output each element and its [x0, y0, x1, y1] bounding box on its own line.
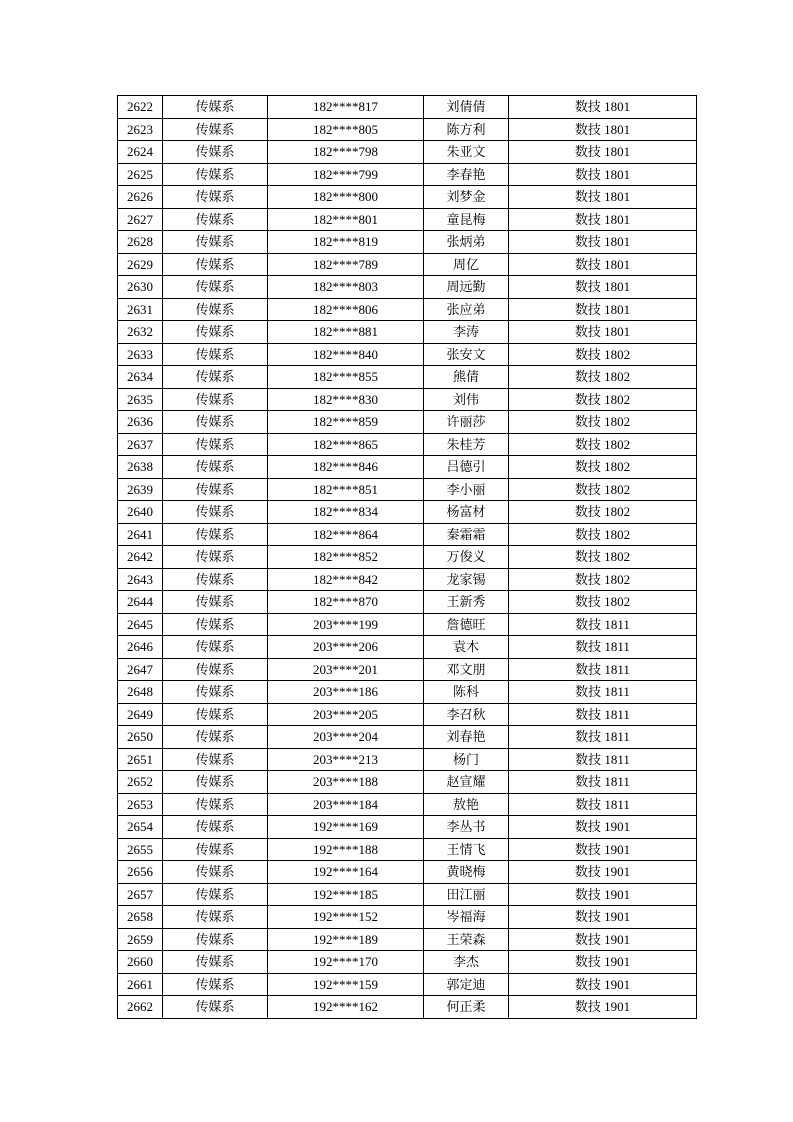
cell-class: 数技 1811	[509, 658, 697, 681]
cell-student-name: 刘春艳	[424, 726, 509, 749]
cell-department: 传媒系	[163, 861, 268, 884]
cell-row-number: 2631	[118, 298, 163, 321]
cell-department: 传媒系	[163, 793, 268, 816]
cell-department: 传媒系	[163, 163, 268, 186]
table-row	[118, 411, 697, 434]
cell-row-number: 2657	[118, 883, 163, 906]
cell-class: 数技 1801	[509, 163, 697, 186]
cell-student-name: 刘倩倩	[424, 96, 509, 119]
cell-department: 传媒系	[163, 96, 268, 119]
cell-department: 传媒系	[163, 366, 268, 389]
cell-class: 数技 1811	[509, 613, 697, 636]
cell-student-name: 李丛书	[424, 816, 509, 839]
cell-student-name: 田江丽	[424, 883, 509, 906]
cell-student-id: 182****819	[268, 231, 424, 254]
cell-class: 数技 1901	[509, 906, 697, 929]
cell-student-name: 许丽莎	[424, 411, 509, 434]
cell-department: 传媒系	[163, 996, 268, 1019]
cell-student-name: 袁木	[424, 636, 509, 659]
cell-department: 传媒系	[163, 343, 268, 366]
cell-class: 数技 1801	[509, 96, 697, 119]
cell-row-number: 2624	[118, 141, 163, 164]
table-row	[118, 996, 697, 1019]
cell-student-name: 赵宣耀	[424, 771, 509, 794]
cell-student-name: 吕德引	[424, 456, 509, 479]
cell-student-id: 192****169	[268, 816, 424, 839]
table-row	[118, 231, 697, 254]
cell-row-number: 2646	[118, 636, 163, 659]
cell-row-number: 2630	[118, 276, 163, 299]
table-row	[118, 366, 697, 389]
cell-student-id: 182****846	[268, 456, 424, 479]
cell-student-id: 182****855	[268, 366, 424, 389]
cell-class: 数技 1801	[509, 208, 697, 231]
cell-row-number: 2654	[118, 816, 163, 839]
cell-class: 数技 1901	[509, 883, 697, 906]
cell-student-id: 182****799	[268, 163, 424, 186]
cell-row-number: 2651	[118, 748, 163, 771]
table-row	[118, 861, 697, 884]
table-row	[118, 838, 697, 861]
cell-department: 传媒系	[163, 591, 268, 614]
cell-student-name: 李召秋	[424, 703, 509, 726]
cell-department: 传媒系	[163, 321, 268, 344]
cell-student-name: 王情飞	[424, 838, 509, 861]
cell-class: 数技 1802	[509, 433, 697, 456]
cell-class: 数技 1901	[509, 928, 697, 951]
table-row	[118, 501, 697, 524]
cell-student-name: 李春艳	[424, 163, 509, 186]
student-roster-body	[118, 96, 697, 1019]
cell-department: 传媒系	[163, 388, 268, 411]
cell-student-name: 黄晓梅	[424, 861, 509, 884]
cell-student-name: 郭定迪	[424, 973, 509, 996]
cell-student-id: 192****159	[268, 973, 424, 996]
cell-department: 传媒系	[163, 838, 268, 861]
cell-department: 传媒系	[163, 501, 268, 524]
cell-department: 传媒系	[163, 186, 268, 209]
cell-class: 数技 1901	[509, 951, 697, 974]
cell-row-number: 2660	[118, 951, 163, 974]
cell-class: 数技 1811	[509, 793, 697, 816]
cell-student-name: 张应弟	[424, 298, 509, 321]
cell-student-name: 岑福海	[424, 906, 509, 929]
cell-row-number: 2658	[118, 906, 163, 929]
cell-row-number: 2656	[118, 861, 163, 884]
cell-student-id: 203****188	[268, 771, 424, 794]
cell-department: 传媒系	[163, 456, 268, 479]
table-row	[118, 771, 697, 794]
cell-department: 传媒系	[163, 141, 268, 164]
cell-row-number: 2648	[118, 681, 163, 704]
cell-class: 数技 1801	[509, 231, 697, 254]
cell-row-number: 2652	[118, 771, 163, 794]
cell-student-name: 秦霜霜	[424, 523, 509, 546]
cell-student-id: 203****186	[268, 681, 424, 704]
table-row	[118, 568, 697, 591]
cell-row-number: 2638	[118, 456, 163, 479]
cell-student-id: 182****864	[268, 523, 424, 546]
cell-student-name: 周亿	[424, 253, 509, 276]
table-row	[118, 141, 697, 164]
cell-class: 数技 1802	[509, 411, 697, 434]
cell-student-id: 192****189	[268, 928, 424, 951]
cell-class: 数技 1802	[509, 568, 697, 591]
cell-row-number: 2647	[118, 658, 163, 681]
cell-student-name: 陈科	[424, 681, 509, 704]
cell-class: 数技 1801	[509, 118, 697, 141]
cell-department: 传媒系	[163, 636, 268, 659]
cell-department: 传媒系	[163, 433, 268, 456]
cell-student-id: 192****170	[268, 951, 424, 974]
cell-class: 数技 1811	[509, 681, 697, 704]
cell-class: 数技 1802	[509, 388, 697, 411]
cell-student-id: 182****805	[268, 118, 424, 141]
cell-department: 传媒系	[163, 276, 268, 299]
cell-class: 数技 1801	[509, 141, 697, 164]
cell-class: 数技 1811	[509, 771, 697, 794]
cell-student-id: 182****859	[268, 411, 424, 434]
cell-student-id: 182****803	[268, 276, 424, 299]
cell-row-number: 2644	[118, 591, 163, 614]
cell-class: 数技 1901	[509, 838, 697, 861]
cell-row-number: 2637	[118, 433, 163, 456]
cell-student-name: 杨门	[424, 748, 509, 771]
cell-student-id: 182****830	[268, 388, 424, 411]
cell-class: 数技 1901	[509, 996, 697, 1019]
table-row	[118, 208, 697, 231]
cell-student-name: 刘梦金	[424, 186, 509, 209]
cell-department: 传媒系	[163, 928, 268, 951]
table-row	[118, 163, 697, 186]
table-row	[118, 613, 697, 636]
cell-class: 数技 1802	[509, 343, 697, 366]
table-row	[118, 906, 697, 929]
cell-student-name: 邓文朋	[424, 658, 509, 681]
cell-row-number: 2655	[118, 838, 163, 861]
cell-student-name: 朱亚文	[424, 141, 509, 164]
table-row	[118, 523, 697, 546]
cell-department: 传媒系	[163, 568, 268, 591]
cell-student-id: 203****201	[268, 658, 424, 681]
cell-row-number: 2634	[118, 366, 163, 389]
cell-row-number: 2633	[118, 343, 163, 366]
cell-student-name: 詹德旺	[424, 613, 509, 636]
cell-student-name: 敖艳	[424, 793, 509, 816]
cell-class: 数技 1811	[509, 636, 697, 659]
cell-row-number: 2635	[118, 388, 163, 411]
cell-student-id: 203****184	[268, 793, 424, 816]
cell-class: 数技 1901	[509, 973, 697, 996]
cell-student-id: 182****789	[268, 253, 424, 276]
cell-class: 数技 1811	[509, 726, 697, 749]
cell-department: 传媒系	[163, 951, 268, 974]
cell-row-number: 2628	[118, 231, 163, 254]
cell-row-number: 2625	[118, 163, 163, 186]
student-roster-table	[117, 95, 697, 1019]
table-row	[118, 816, 697, 839]
cell-student-id: 182****852	[268, 546, 424, 569]
cell-department: 传媒系	[163, 816, 268, 839]
cell-student-name: 童昆梅	[424, 208, 509, 231]
table-row	[118, 591, 697, 614]
cell-department: 传媒系	[163, 726, 268, 749]
cell-row-number: 2641	[118, 523, 163, 546]
cell-student-name: 刘伟	[424, 388, 509, 411]
table-row	[118, 298, 697, 321]
cell-student-id: 182****798	[268, 141, 424, 164]
cell-student-name: 龙家锡	[424, 568, 509, 591]
cell-student-id: 182****806	[268, 298, 424, 321]
cell-student-name: 周远勤	[424, 276, 509, 299]
cell-class: 数技 1801	[509, 298, 697, 321]
cell-class: 数技 1802	[509, 523, 697, 546]
table-row	[118, 343, 697, 366]
cell-row-number: 2640	[118, 501, 163, 524]
cell-department: 传媒系	[163, 231, 268, 254]
cell-department: 传媒系	[163, 681, 268, 704]
cell-student-name: 熊倩	[424, 366, 509, 389]
cell-department: 传媒系	[163, 771, 268, 794]
cell-student-name: 李涛	[424, 321, 509, 344]
cell-student-id: 203****204	[268, 726, 424, 749]
table-row	[118, 321, 697, 344]
cell-row-number: 2626	[118, 186, 163, 209]
table-row	[118, 118, 697, 141]
cell-department: 传媒系	[163, 703, 268, 726]
cell-row-number: 2639	[118, 478, 163, 501]
table-row	[118, 928, 697, 951]
table-row	[118, 96, 697, 119]
cell-student-name: 何正柔	[424, 996, 509, 1019]
table-row	[118, 478, 697, 501]
cell-department: 传媒系	[163, 906, 268, 929]
cell-student-id: 182****834	[268, 501, 424, 524]
cell-student-id: 203****199	[268, 613, 424, 636]
table-row	[118, 726, 697, 749]
cell-class: 数技 1801	[509, 186, 697, 209]
cell-department: 传媒系	[163, 883, 268, 906]
cell-class: 数技 1811	[509, 748, 697, 771]
cell-student-id: 182****801	[268, 208, 424, 231]
cell-department: 传媒系	[163, 546, 268, 569]
cell-student-id: 192****162	[268, 996, 424, 1019]
cell-student-id: 203****206	[268, 636, 424, 659]
cell-student-id: 182****800	[268, 186, 424, 209]
table-row	[118, 253, 697, 276]
cell-row-number: 2629	[118, 253, 163, 276]
cell-student-name: 张安文	[424, 343, 509, 366]
cell-department: 传媒系	[163, 658, 268, 681]
cell-row-number: 2643	[118, 568, 163, 591]
table-row	[118, 748, 697, 771]
cell-class: 数技 1802	[509, 546, 697, 569]
cell-row-number: 2662	[118, 996, 163, 1019]
cell-row-number: 2659	[118, 928, 163, 951]
cell-student-id: 182****840	[268, 343, 424, 366]
table-row	[118, 636, 697, 659]
cell-row-number: 2636	[118, 411, 163, 434]
cell-department: 传媒系	[163, 478, 268, 501]
cell-row-number: 2650	[118, 726, 163, 749]
cell-class: 数技 1802	[509, 456, 697, 479]
cell-student-name: 杨富材	[424, 501, 509, 524]
cell-class: 数技 1802	[509, 366, 697, 389]
table-row	[118, 186, 697, 209]
cell-department: 传媒系	[163, 973, 268, 996]
cell-student-id: 192****152	[268, 906, 424, 929]
cell-department: 传媒系	[163, 253, 268, 276]
cell-department: 传媒系	[163, 118, 268, 141]
table-row	[118, 951, 697, 974]
cell-row-number: 2661	[118, 973, 163, 996]
cell-student-name: 李杰	[424, 951, 509, 974]
cell-student-id: 182****870	[268, 591, 424, 614]
cell-class: 数技 1802	[509, 478, 697, 501]
cell-student-name: 王新秀	[424, 591, 509, 614]
table-row	[118, 456, 697, 479]
table-row	[118, 973, 697, 996]
cell-student-id: 182****865	[268, 433, 424, 456]
cell-class: 数技 1801	[509, 253, 697, 276]
cell-department: 传媒系	[163, 613, 268, 636]
cell-class: 数技 1901	[509, 816, 697, 839]
cell-student-id: 182****851	[268, 478, 424, 501]
cell-student-name: 张炳弟	[424, 231, 509, 254]
table-row	[118, 433, 697, 456]
cell-row-number: 2632	[118, 321, 163, 344]
cell-department: 传媒系	[163, 748, 268, 771]
table-row	[118, 388, 697, 411]
cell-class: 数技 1802	[509, 591, 697, 614]
cell-class: 数技 1901	[509, 861, 697, 884]
cell-class: 数技 1811	[509, 703, 697, 726]
cell-class: 数技 1801	[509, 276, 697, 299]
cell-student-name: 李小丽	[424, 478, 509, 501]
cell-student-id: 192****164	[268, 861, 424, 884]
cell-student-name: 朱桂芳	[424, 433, 509, 456]
cell-row-number: 2642	[118, 546, 163, 569]
table-row	[118, 703, 697, 726]
cell-department: 传媒系	[163, 523, 268, 546]
cell-row-number: 2623	[118, 118, 163, 141]
cell-student-id: 203****213	[268, 748, 424, 771]
cell-student-name: 陈方利	[424, 118, 509, 141]
table-row	[118, 546, 697, 569]
cell-row-number: 2627	[118, 208, 163, 231]
cell-department: 传媒系	[163, 298, 268, 321]
table-row	[118, 681, 697, 704]
cell-student-id: 182****881	[268, 321, 424, 344]
cell-student-id: 203****205	[268, 703, 424, 726]
cell-row-number: 2649	[118, 703, 163, 726]
table-row	[118, 276, 697, 299]
cell-class: 数技 1802	[509, 501, 697, 524]
cell-department: 传媒系	[163, 208, 268, 231]
cell-row-number: 2653	[118, 793, 163, 816]
cell-student-id: 182****842	[268, 568, 424, 591]
table-row	[118, 658, 697, 681]
cell-row-number: 2622	[118, 96, 163, 119]
cell-student-name: 万俊义	[424, 546, 509, 569]
cell-department: 传媒系	[163, 411, 268, 434]
cell-student-id: 192****188	[268, 838, 424, 861]
cell-class: 数技 1801	[509, 321, 697, 344]
table-row	[118, 883, 697, 906]
cell-row-number: 2645	[118, 613, 163, 636]
cell-student-id: 192****185	[268, 883, 424, 906]
cell-student-id: 182****817	[268, 96, 424, 119]
table-row	[118, 793, 697, 816]
cell-student-name: 王荣森	[424, 928, 509, 951]
